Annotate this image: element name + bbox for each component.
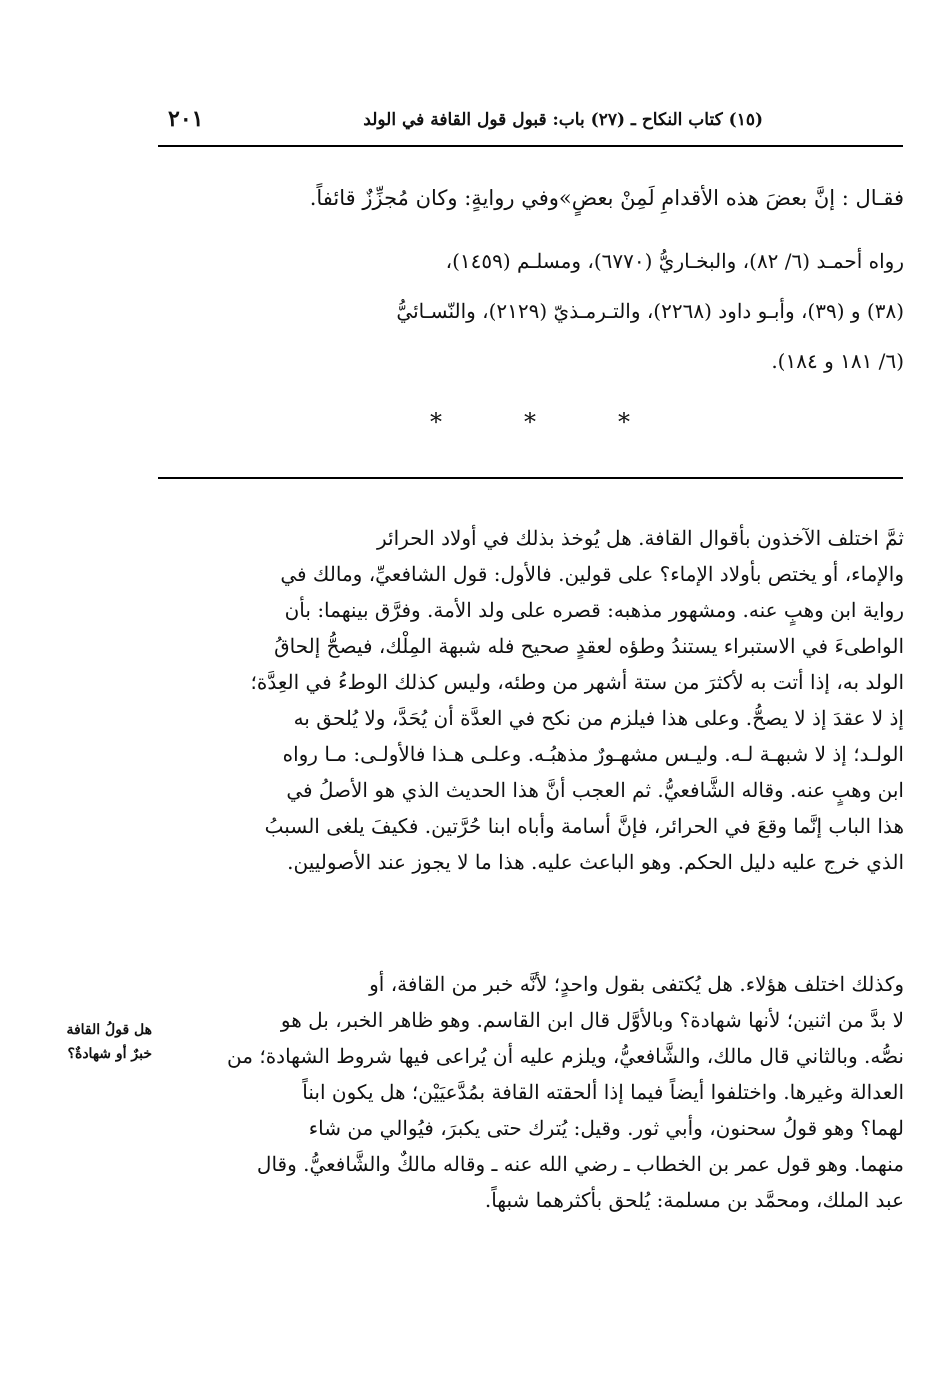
paragraph-line: والإماء، أو يختص بأولاد الإماء؟ على قولين. فالأول: قول الشافعيِّ، ومالك في — [280, 562, 904, 586]
commentary-paragraph-2 — [159, 966, 904, 1218]
header-title: (١٥) كتاب النكاح ـ (٢٧) باب: قبول قول القافة في الولد — [363, 110, 763, 130]
paragraph-line: رواية ابن وهبٍ عنه. ومشهور مذهبه: قصره على ولد الأمة. وفرَّق بينهما: بأن — [284, 598, 904, 622]
paragraph-line: عبد الملك، ومحمَّد بن مسلمة: يُلحق بأكثرهما شبهاً. — [484, 1188, 904, 1212]
paragraph-line: الولـد؛ إذ لا شبهـة لـه. وليـس مشهـورٌ مذهبُـه. وعلـى هـذا فالأولـى: مـا رواه — [282, 742, 904, 766]
separator-star: * — [618, 408, 630, 436]
margin-note-line: هل قولُ القافة — [66, 1022, 152, 1038]
paragraph-line: الواطىءَ في الاستبراء يستندُ وطؤه لعقدٍ صحيح فله شبهة المِلْك، فيصحُّ إلحاقُ — [274, 634, 904, 658]
paragraph-line: منهما. وهو قول عمر بن الخطاب ـ رضي الله عنه ـ وقاله مالكٌ والشَّافعيُّ. وقال — [256, 1152, 904, 1176]
takhrij-line: (٦/ ١٨١ و ١٨٤). — [771, 349, 904, 373]
paragraph-line: الولد به، إذا أتت به لأكثرَ من ستة أشهر من وطئه، وليس كذلك الوطءُ في العِدَّة؛ — [250, 670, 904, 694]
running-header — [158, 102, 903, 138]
paragraph-line: نصُّه. وبالثاني قال مالك، والشَّافعيُّ، ويلزم عليه أن يُراعى فيها شروط الشهادة؛ من — [227, 1044, 904, 1068]
margin-note — [2, 1018, 152, 1066]
paragraph-line: لا بدَّ من اثنين؛ لأنها شهادة؟ وبالأوَّل قال ابن القاسم. وهو ظاهر الخبر، بل هو — [280, 1008, 904, 1032]
header-rule — [158, 145, 903, 147]
margin-note-line: خبرٌ أو شهادةٌ؟ — [67, 1046, 152, 1062]
paragraph-line: وكذلك اختلف هؤلاء. هل يُكتفى بقول واحدٍ؛ لأنَّه خبر من القافة، أو — [369, 972, 904, 996]
paragraph-line: ثمَّ اختلف الآخذون بأقوال القافة. هل يُوخذ بذلك في أولاد الحرائر — [376, 526, 904, 550]
section-separator — [430, 408, 630, 438]
takhrij-line: رواه أحمـد (٦/ ٨٢)، والبخـاريُّ (٦٧٧٠)، ومسلـم (١٤٥٩)، — [445, 249, 904, 273]
page-number: ٢٠١ — [168, 106, 204, 132]
paragraph-line: لهما؟ وهو قولُ سحنون، وأبي ثور. وقيل: يُترك حتى يكبرَ، فيُوالي من شاء — [308, 1116, 904, 1140]
paragraph-line: الذي خرج عليه دليل الحكم. وهو الباعث عليه. هذا ما لا يجوز عند الأصوليين. — [287, 850, 904, 874]
takhrij-line: (٣٨) و (٣٩)، وأبـو داود (٢٢٦٨)، والتـرمـذيّ (٢١٢٩)، والنّسـائيُّ — [396, 299, 904, 323]
commentary-rule — [158, 477, 903, 479]
separator-star: * — [430, 408, 442, 436]
commentary-paragraph-1 — [159, 520, 904, 880]
separator-star: * — [524, 408, 536, 436]
takhrij-references — [164, 236, 904, 386]
paragraph-line: إذ لا عقدَ إذ لا يصحُّ. وعلى هذا فيلزم من نكح في العدَّة أن يُحَدَّ، ولا يُلحق به — [293, 706, 904, 730]
hadith-quote-line — [164, 180, 904, 216]
quote-text: فقـال : إنَّ بعضَ هذه الأقدامِ لَمِنْ بعضٍ»وفي روايةٍ: وكان مُجزِّزٌ قائفاً. — [309, 186, 904, 210]
paragraph-line: ابن وهبٍ عنه. وقاله الشَّافعيُّ. ثم العجب أنَّ هذا الحديث الذي هو الأصلُ في — [286, 778, 904, 802]
paragraph-line: العدالة وغيرها. واختلفوا أيضاً فيما إذا ألحقته القافة بمُدَّعيَيْن؛ هل يكون ابناً — [302, 1080, 904, 1104]
paragraph-line: هذا الباب إنَّما وقعَ في الحرائر، فإنَّ أسامة وأباه ابنا حُرَّتين. فكيفَ يلغى السببُ — [264, 814, 904, 838]
